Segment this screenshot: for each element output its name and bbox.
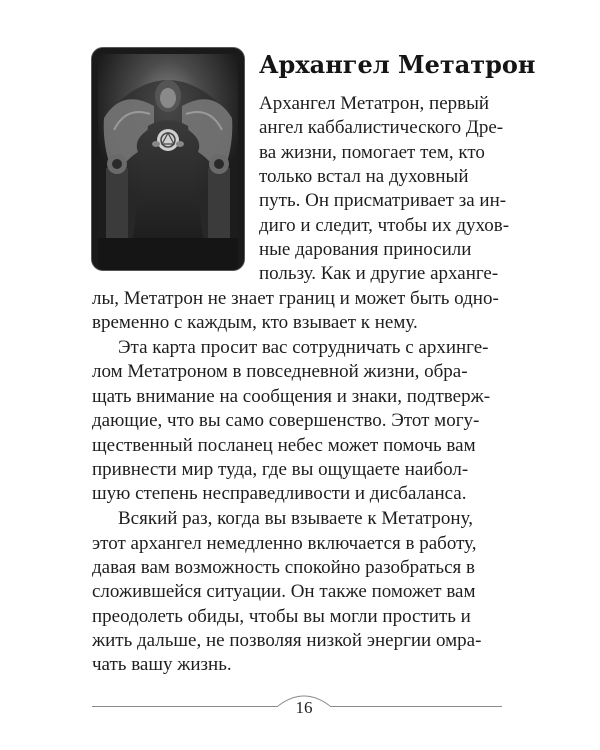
footer-rule-left	[92, 706, 278, 707]
text-line: шую степень несправедливости и дисбаланса.	[92, 483, 467, 504]
text-line: временно с каждым, кто взывает к нему.	[92, 312, 418, 333]
text-line: щественный посланец небес может помочь вам	[92, 435, 476, 456]
text-line: чать вашу жизнь.	[92, 654, 232, 675]
text-line: этот архангел немедленно включается в работу,	[92, 533, 477, 554]
text-line: пользу. Как и другие арханге-	[259, 263, 499, 284]
text-line: жить дальше, не позволяя низкой энергии омра-	[92, 630, 482, 651]
text-line: ные дарования приносили	[259, 239, 472, 260]
page-title: Архангел Метатрон	[259, 50, 536, 79]
text-line: давая вам возможность спокойно разобраться в	[92, 557, 475, 578]
text-line: дающие, что вы само совершенство. Этот могу-	[92, 410, 480, 431]
text-line: диго и следит, чтобы их духов-	[259, 215, 510, 236]
page-number: 16	[295, 698, 313, 717]
text-line: путь. Он присматривает за ин-	[259, 190, 507, 211]
text-line: ангел каббалистического Дре-	[259, 117, 504, 138]
text-line: Эта карта просит вас сотрудничать с архинге-	[118, 337, 489, 358]
text-line: сложившейся ситуации. Он также поможет вам	[92, 581, 476, 602]
text-line: привнести мир туда, где вы ощущаете наибол-	[92, 459, 469, 480]
text-line: Всякий раз, когда вы взываете к Метатрону,	[118, 508, 473, 529]
text-line: лом Метатроном в повседневной жизни, обра-	[92, 361, 468, 382]
archangel-card	[92, 48, 244, 270]
text-line: щать внимание на сообщения и знаки, подтверж-	[92, 386, 491, 407]
footer-rule-right	[330, 706, 502, 707]
text-line: Архангел Метатрон, первый	[259, 93, 490, 114]
text-line: только встал на духовный	[259, 166, 469, 187]
archangel-metatron-card-art-icon	[92, 48, 244, 270]
text-line: ва жизни, помогает тем, кто	[259, 142, 485, 163]
text-line: лы, Метатрон не знает границ и может быть одно-	[92, 288, 499, 309]
text-line: преодолеть обиды, чтобы вы могли простить и	[92, 606, 471, 627]
